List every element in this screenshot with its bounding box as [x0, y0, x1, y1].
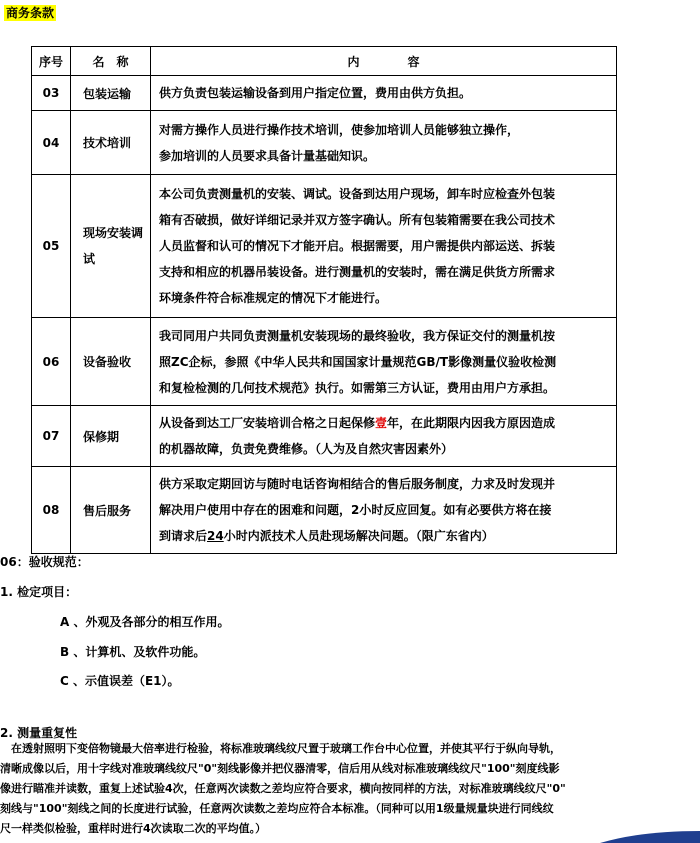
text-segment: 年，在此期限内因我方原因造成	[387, 416, 556, 430]
content-line: 供方采取定期回访与随时电话咨询相结合的售后服务制度，力求及时发现并	[159, 477, 556, 491]
inspection-item: A 、外观及各部分的相互作用。	[60, 615, 230, 629]
row-no: 08	[32, 467, 71, 554]
table-header-row	[32, 47, 617, 76]
table-row	[32, 76, 617, 111]
row-content	[151, 406, 617, 467]
row-content	[151, 175, 617, 318]
inspection-items-heading: 1. 检定项目：	[0, 585, 78, 599]
underlined-hours: 24	[207, 529, 224, 543]
row-no: 03	[32, 76, 71, 111]
content-line: 人员监督和认可的情况下才能开启。根据需要，用户需提供内部运送、拆装	[159, 239, 556, 253]
row-name: 设备验收	[71, 318, 151, 406]
content-line: 本公司负责测量机的安装、调试。设备到达用户现场，卸车时应检查外包装	[159, 187, 556, 201]
inspection-item: C 、示值误差（E1）。	[60, 674, 180, 688]
row-no: 07	[32, 406, 71, 467]
content-line: 解决用户使用中存在的困难和问题，2小时反应回复。如有必要供方将在接	[159, 503, 552, 517]
table-row	[32, 111, 617, 175]
table-row	[32, 406, 617, 467]
row-no: 05	[32, 175, 71, 318]
inspection-item: B 、计算机、及软件功能。	[60, 645, 206, 659]
content-line: 供方负责包装运输设备到用户指定位置，费用由供方负担。	[159, 86, 472, 100]
corner-decoration	[600, 831, 700, 843]
paragraph-line: 清晰成像以后，用十字线对准玻璃线纹尺"0"刻线影像并把仪器清零，信后用从线对标准玻璃线纹尺"100"刻度线影	[0, 762, 560, 775]
text-segment: 从设备到达工厂安装培训合格之日起保修	[159, 416, 376, 430]
row-content	[151, 76, 617, 111]
row-no: 04	[32, 111, 71, 175]
table-row	[32, 467, 617, 554]
row-name: 包装运输	[71, 76, 151, 111]
row-content	[151, 467, 617, 554]
row-name: 售后服务	[71, 467, 151, 554]
acceptance-heading: 06：验收规范：	[0, 555, 89, 569]
row-content	[151, 318, 617, 406]
content-line: 和复检检测的几何技术规范》执行。如需第三方认证，费用由用户方承担。	[159, 380, 556, 395]
row-name: 技术培训	[71, 111, 151, 175]
repeatability-heading: 2. 测量重复性	[0, 726, 78, 740]
content-line: 支持和相应的机器吊装设备。进行测量机的安装时，需在满足供货方所需求	[159, 265, 556, 279]
content-line-rich	[159, 410, 610, 436]
header-no: 序号	[32, 47, 71, 76]
paragraph-line: 刻线与"100"刻线之间的长度进行试验，任意两次读数之差均应符合本标准。（同种可以用1级量规量块进行同线纹	[0, 802, 554, 815]
content-line: 照ZC企标，参照《中华人民共和国国家计量规范GB/T影像测量仪验收检测	[159, 354, 557, 369]
content-line-rich	[159, 523, 610, 549]
paragraph-line: 在透射照明下变倍物镜最大倍率进行检验，将标准玻璃线纹尺置于玻璃工作台中心位置，并使其平行于纵向导轨，	[0, 742, 561, 755]
paragraph-line: 像进行瞄准并读数，重复上述试验4次，任意两次读数之差均应符合要求，横向按同样的方法，对标准玻璃线纹尺"0"	[0, 782, 566, 795]
content-line: 的机器故障，负责免费维修。（人为及自然灾害因素外）	[159, 442, 454, 456]
content-line: 参加培训的人员要求具备计量基础知识。	[159, 148, 376, 163]
commercial-terms-table	[31, 46, 617, 554]
text-segment: 到请求后	[159, 529, 208, 543]
row-name: 保修期	[71, 406, 151, 467]
highlighted-year: 壹	[375, 416, 388, 430]
repeatability-paragraph	[0, 739, 700, 839]
section-title	[4, 2, 56, 21]
row-no: 06	[32, 318, 71, 406]
row-content	[151, 111, 617, 175]
header-content: 内 容	[151, 47, 617, 76]
table-row	[32, 175, 617, 318]
content-line: 对需方操作人员进行操作技术培训，使参加培训人员能够独立操作，	[159, 122, 520, 137]
header-name: 名 称	[71, 47, 151, 76]
content-line: 环境条件符合标准规定的情况下才能进行。	[159, 291, 388, 305]
table-row	[32, 318, 617, 406]
content-line: 箱有否破损，做好详细记录并双方签字确认。所有包装箱需要在我公司技术	[159, 213, 556, 227]
paragraph-line: 尺一样类似检验，重样时进行4次读取二次的平均值。）	[0, 822, 267, 835]
content-line: 我司同用户共同负责测量机安装现场的最终验收，我方保证交付的测量机按	[159, 328, 556, 343]
row-name: 现场安装调试	[71, 175, 151, 318]
text-segment: 小时内派技术人员赴现场解决问题。（限广东省内）	[223, 529, 494, 543]
section-title-label: 商务条款	[6, 6, 55, 20]
